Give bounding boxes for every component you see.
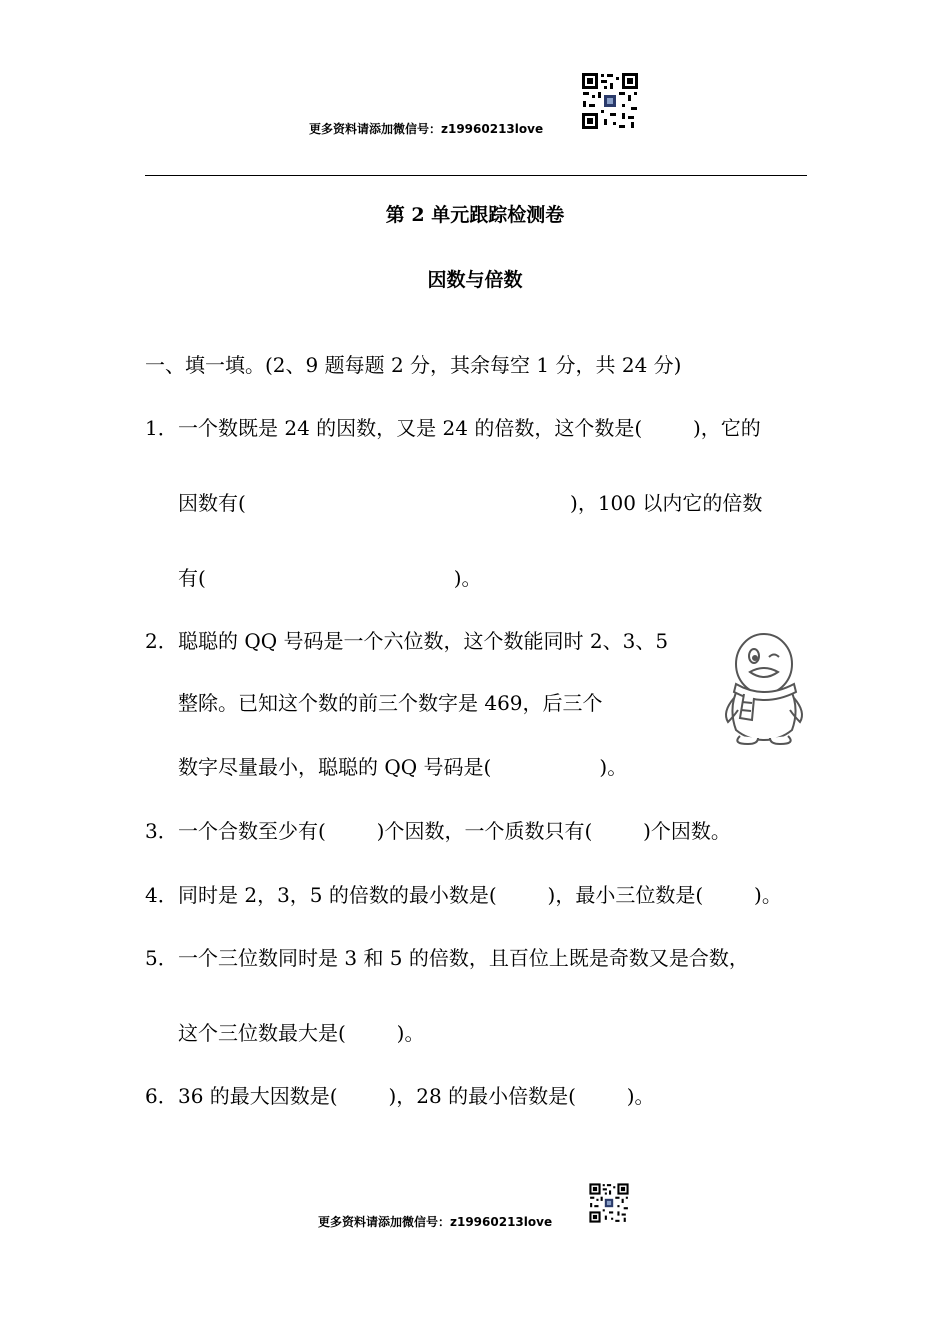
question-2-line-2: 整除。已知这个数的前三个数字是 469，后三个 [178, 691, 603, 715]
question-5-line-2: 这个三位数最大是( )。 [178, 1021, 425, 1045]
page-subtitle: 因数与倍数 [427, 269, 523, 291]
question-5-number: 5． [145, 946, 178, 970]
question-2-line-3: 数字尽量最小，聪聪的 QQ 号码是( )。 [178, 755, 628, 779]
question-2-number: 2． [145, 629, 178, 653]
footer-contact-text: 更多资料请添加微信号：z19960213love [318, 1215, 553, 1229]
header-divider [145, 175, 807, 176]
penguin-illustration [718, 628, 810, 746]
question-1-line-2: 因数有( )，100 以内它的倍数 [178, 491, 763, 515]
question-1-line-3: 有( )。 [178, 566, 482, 590]
question-6-line-1: 36 的最大因数是( )，28 的最小倍数是( )。 [178, 1084, 655, 1108]
question-1-number: 1． [145, 416, 178, 440]
header-contact-text: 更多资料请添加微信号：z19960213love [309, 122, 544, 136]
question-3-line-1: 一个合数至少有( )个因数，一个质数只有( )个因数。 [178, 819, 731, 843]
question-6-number: 6． [145, 1084, 178, 1108]
page-title: 第 2 单元跟踪检测卷 [385, 204, 565, 226]
question-3-number: 3． [145, 819, 178, 843]
question-4-number: 4． [145, 883, 178, 907]
header-qr-code [580, 71, 640, 131]
footer-qr-code [588, 1182, 630, 1224]
question-2-line-1: 聪聪的 QQ 号码是一个六位数，这个数能同时 2、3、5 [178, 629, 669, 653]
section-heading: 一、填一填。(2、9 题每题 2 分，其余每空 1 分，共 24 分) [145, 353, 682, 377]
question-1-line-1: 一个数既是 24 的因数，又是 24 的倍数，这个数是( )，它的 [178, 416, 761, 440]
question-5-line-1: 一个三位数同时是 3 和 5 的倍数，且百位上既是奇数又是合数， [178, 946, 749, 970]
question-4-line-1: 同时是 2，3，5 的倍数的最小数是( )，最小三位数是( )。 [178, 883, 782, 907]
